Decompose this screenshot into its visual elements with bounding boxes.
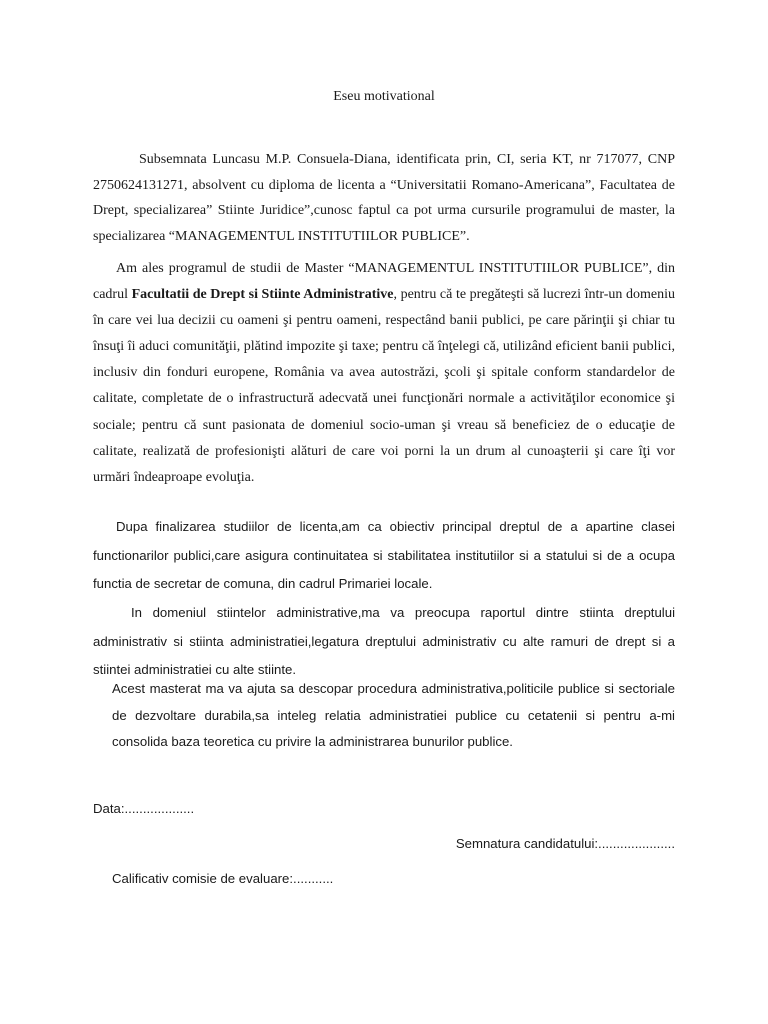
- date-field: Data:...................: [93, 801, 195, 816]
- candidate-signature-field: Semnatura candidatului:.....................: [455, 836, 675, 851]
- evaluation-committee-field: Calificativ comisie de evaluare:...........: [112, 871, 334, 886]
- paragraph-career-goal: Dupa finalizarea studiilor de licenta,am ca obiectiv principal dreptul de a apartine clasei functionarilor publici,care asigura continuitatea si stabilitatea institutiilor si a statului si de a ocupa functia de secretar de comuna, din cadrul Primariei locale.: [93, 519, 675, 591]
- document-title: Eseu motivational: [333, 89, 435, 104]
- paragraph-program-choice: [93, 256, 675, 491]
- faculty-name-bold: Facultatii de Drept si Stiinte Administrative: [131, 287, 394, 303]
- paragraph-identification: Subsemnata Luncasu M.P. Consuela-Diana, identificata prin, CI, seria KT, nr 717077, CNP 2750624131271, absolvent cu diploma de licenta a “Universitatii Romano-Americana”, Facultatea de Drept, specializarea” Stiinte Juridice”,cunosc faptul ca pot urma cursurile programului de master, la specializarea “MANAGEMENTUL INSTITUTIILOR PUBLICE”.: [93, 152, 675, 245]
- paragraph-master-benefits: Acest masterat ma va ajuta sa descopar procedura administrativa,politicile publice si sectoriale de dezvoltare durabila,sa inteleg relatia administratiei publice cu cetatenii si pentru a-mi consolida baza teoretica cu privire la administrarea bunurilor publice.: [112, 681, 675, 749]
- paragraph-program-choice-end: , pentru că te pregăteşti să lucrezi într-un domeniu în care vei lua decizii cu oameni şi pentru oameni, respectând banii publici, pe care părinţii şi chiar tu însuţi îi aduci comunităţii, plătind impozite şi taxe; pentru că înţelegi că, utilizând eficient banii publici, inclusiv din fonduri europene, România va avea autostrăzi, şcoli şi spitale conform standardelor de calitate, completate de o infrastructură adecvată unei funcţionări normale a activităţilor economice şi sociale; pentru că sunt pasionata de domeniul socio-uman şi vreau să beneficiez de o educaţie de calitate, realizată de profesionişti alături de care voi porni la un drum al cunoaşterii şi care îţi vor urmări îndeaproape evoluţia.: [93, 287, 675, 485]
- paragraph-program-choice-start: Am ales programul de studii de Master “MANAGEMENTUL INSTITUTIILOR PUBLICE”, din cadrul: [93, 261, 675, 303]
- paragraph-admin-sciences: In domeniul stiintelor administrative,ma va preocupa raportul dintre stiinta dreptului administrativ si stiinta administratiei,legatura dreptului administrativ cu alte ramuri de drept si a stiintei administratiei cu alte stiinte.: [93, 605, 675, 677]
